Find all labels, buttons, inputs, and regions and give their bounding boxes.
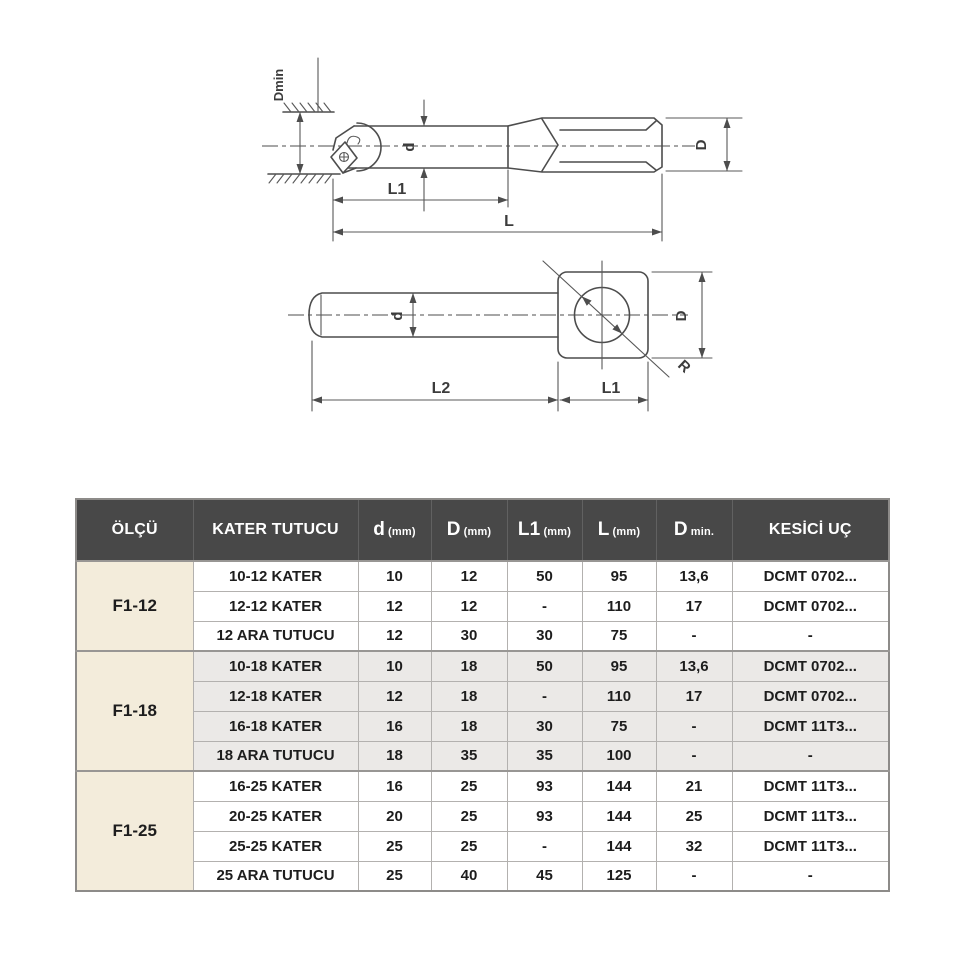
cell-holder: 16-25 KATER <box>193 771 358 801</box>
size-cell: F1-18 <box>76 651 193 771</box>
col-header-D: D (mm) <box>431 499 507 561</box>
header-row <box>76 499 889 561</box>
cell-D: 18 <box>431 681 507 711</box>
dim-label-d-top: d <box>401 142 418 152</box>
cell-insert: - <box>732 861 889 891</box>
cell-d: 12 <box>358 591 431 621</box>
cell-L1: - <box>507 681 582 711</box>
cell-insert: DCMT 11T3... <box>732 801 889 831</box>
cell-insert: DCMT 11T3... <box>732 771 889 801</box>
cell-D: 30 <box>431 621 507 651</box>
cell-L1: 45 <box>507 861 582 891</box>
cell-Dmin: - <box>656 711 732 741</box>
table-row <box>76 711 889 741</box>
cell-D: 18 <box>431 651 507 681</box>
cell-L1: - <box>507 831 582 861</box>
cell-D: 25 <box>431 831 507 861</box>
dim-label-D-bottom: D <box>673 310 690 322</box>
col-header-kater-tutucu: KATER TUTUCU <box>193 499 358 561</box>
cell-holder: 12-12 KATER <box>193 591 358 621</box>
cell-d: 18 <box>358 741 431 771</box>
cell-d: 16 <box>358 771 431 801</box>
cell-insert: DCMT 11T3... <box>732 711 889 741</box>
col-header-kesici-uc: KESİCİ UÇ <box>732 499 889 561</box>
table-row <box>76 801 889 831</box>
cell-L: 75 <box>582 621 656 651</box>
cell-insert: DCMT 11T3... <box>732 831 889 861</box>
cell-L1: 30 <box>507 711 582 741</box>
table-row <box>76 741 889 771</box>
cell-holder: 25-25 KATER <box>193 831 358 861</box>
cell-D: 35 <box>431 741 507 771</box>
cell-L: 95 <box>582 651 656 681</box>
dim-label-d-bottom: d <box>389 311 406 321</box>
cell-L: 100 <box>582 741 656 771</box>
table-row <box>76 861 889 891</box>
cell-insert: DCMT 0702... <box>732 681 889 711</box>
cell-D: 25 <box>431 801 507 831</box>
cell-d: 25 <box>358 861 431 891</box>
cell-L1: - <box>507 591 582 621</box>
dim-label-D-top: D <box>693 139 710 151</box>
table-row <box>76 591 889 621</box>
cell-D: 25 <box>431 771 507 801</box>
cell-D: 18 <box>431 711 507 741</box>
cell-Dmin: - <box>656 741 732 771</box>
cell-holder: 10-18 KATER <box>193 651 358 681</box>
col-header-olcu: ÖLÇÜ <box>76 499 193 561</box>
cell-L1: 35 <box>507 741 582 771</box>
dim-label-l2: L2 <box>431 380 451 397</box>
cell-d: 12 <box>358 621 431 651</box>
cell-insert: - <box>732 741 889 771</box>
cell-L: 144 <box>582 801 656 831</box>
cell-d: 10 <box>358 651 431 681</box>
cell-L1: 93 <box>507 801 582 831</box>
table-row <box>76 831 889 861</box>
cell-insert: DCMT 0702... <box>732 591 889 621</box>
cell-d: 12 <box>358 681 431 711</box>
cell-holder: 16-18 KATER <box>193 711 358 741</box>
cell-insert: DCMT 0702... <box>732 561 889 591</box>
cell-Dmin: 13,6 <box>656 561 732 591</box>
cell-L: 125 <box>582 861 656 891</box>
cell-d: 16 <box>358 711 431 741</box>
cell-Dmin: 32 <box>656 831 732 861</box>
cell-insert: - <box>732 621 889 651</box>
cell-L: 110 <box>582 591 656 621</box>
table-row <box>76 561 889 591</box>
table-row <box>76 771 889 801</box>
top-view-boring-bar <box>262 58 742 241</box>
cell-Dmin: 17 <box>656 681 732 711</box>
spec-table-container <box>75 498 888 892</box>
cell-Dmin: 17 <box>656 591 732 621</box>
cell-Dmin: - <box>656 621 732 651</box>
size-cell: F1-25 <box>76 771 193 891</box>
cell-Dmin: 21 <box>656 771 732 801</box>
col-header-d: d (mm) <box>358 499 431 561</box>
cell-Dmin: 13,6 <box>656 651 732 681</box>
dim-label-l1-bottom: L1 <box>601 380 621 397</box>
cell-L1: 50 <box>507 651 582 681</box>
cell-holder: 10-12 KATER <box>193 561 358 591</box>
cell-L: 75 <box>582 711 656 741</box>
cell-L: 144 <box>582 771 656 801</box>
cell-D: 12 <box>431 561 507 591</box>
table-row <box>76 651 889 681</box>
cell-Dmin: 25 <box>656 801 732 831</box>
cell-holder: 25 ARA TUTUCU <box>193 861 358 891</box>
col-header-L1: L1 (mm) <box>507 499 582 561</box>
cell-d: 20 <box>358 801 431 831</box>
cell-L1: 30 <box>507 621 582 651</box>
bottom-view-adapter <box>288 261 712 411</box>
dim-label-l1-top: L1 <box>387 181 407 198</box>
col-header-Dmin: D min. <box>656 499 732 561</box>
dim-label-r: R <box>674 356 694 377</box>
table-row <box>76 621 889 651</box>
cell-holder: 20-25 KATER <box>193 801 358 831</box>
size-cell: F1-12 <box>76 561 193 651</box>
cell-L: 144 <box>582 831 656 861</box>
cell-holder: 12 ARA TUTUCU <box>193 621 358 651</box>
cell-insert: DCMT 0702... <box>732 651 889 681</box>
cell-D: 40 <box>431 861 507 891</box>
cell-L: 95 <box>582 561 656 591</box>
cell-d: 10 <box>358 561 431 591</box>
col-header-L: L (mm) <box>582 499 656 561</box>
spec-table <box>75 498 890 892</box>
cell-d: 25 <box>358 831 431 861</box>
dim-label-dmin: Dmin <box>271 68 286 102</box>
technical-drawing <box>0 0 960 470</box>
cell-L: 110 <box>582 681 656 711</box>
table-row <box>76 681 889 711</box>
cell-L1: 93 <box>507 771 582 801</box>
cell-L1: 50 <box>507 561 582 591</box>
dim-label-l: L <box>504 213 514 230</box>
cell-holder: 18 ARA TUTUCU <box>193 741 358 771</box>
cell-Dmin: - <box>656 861 732 891</box>
cell-holder: 12-18 KATER <box>193 681 358 711</box>
cell-D: 12 <box>431 591 507 621</box>
